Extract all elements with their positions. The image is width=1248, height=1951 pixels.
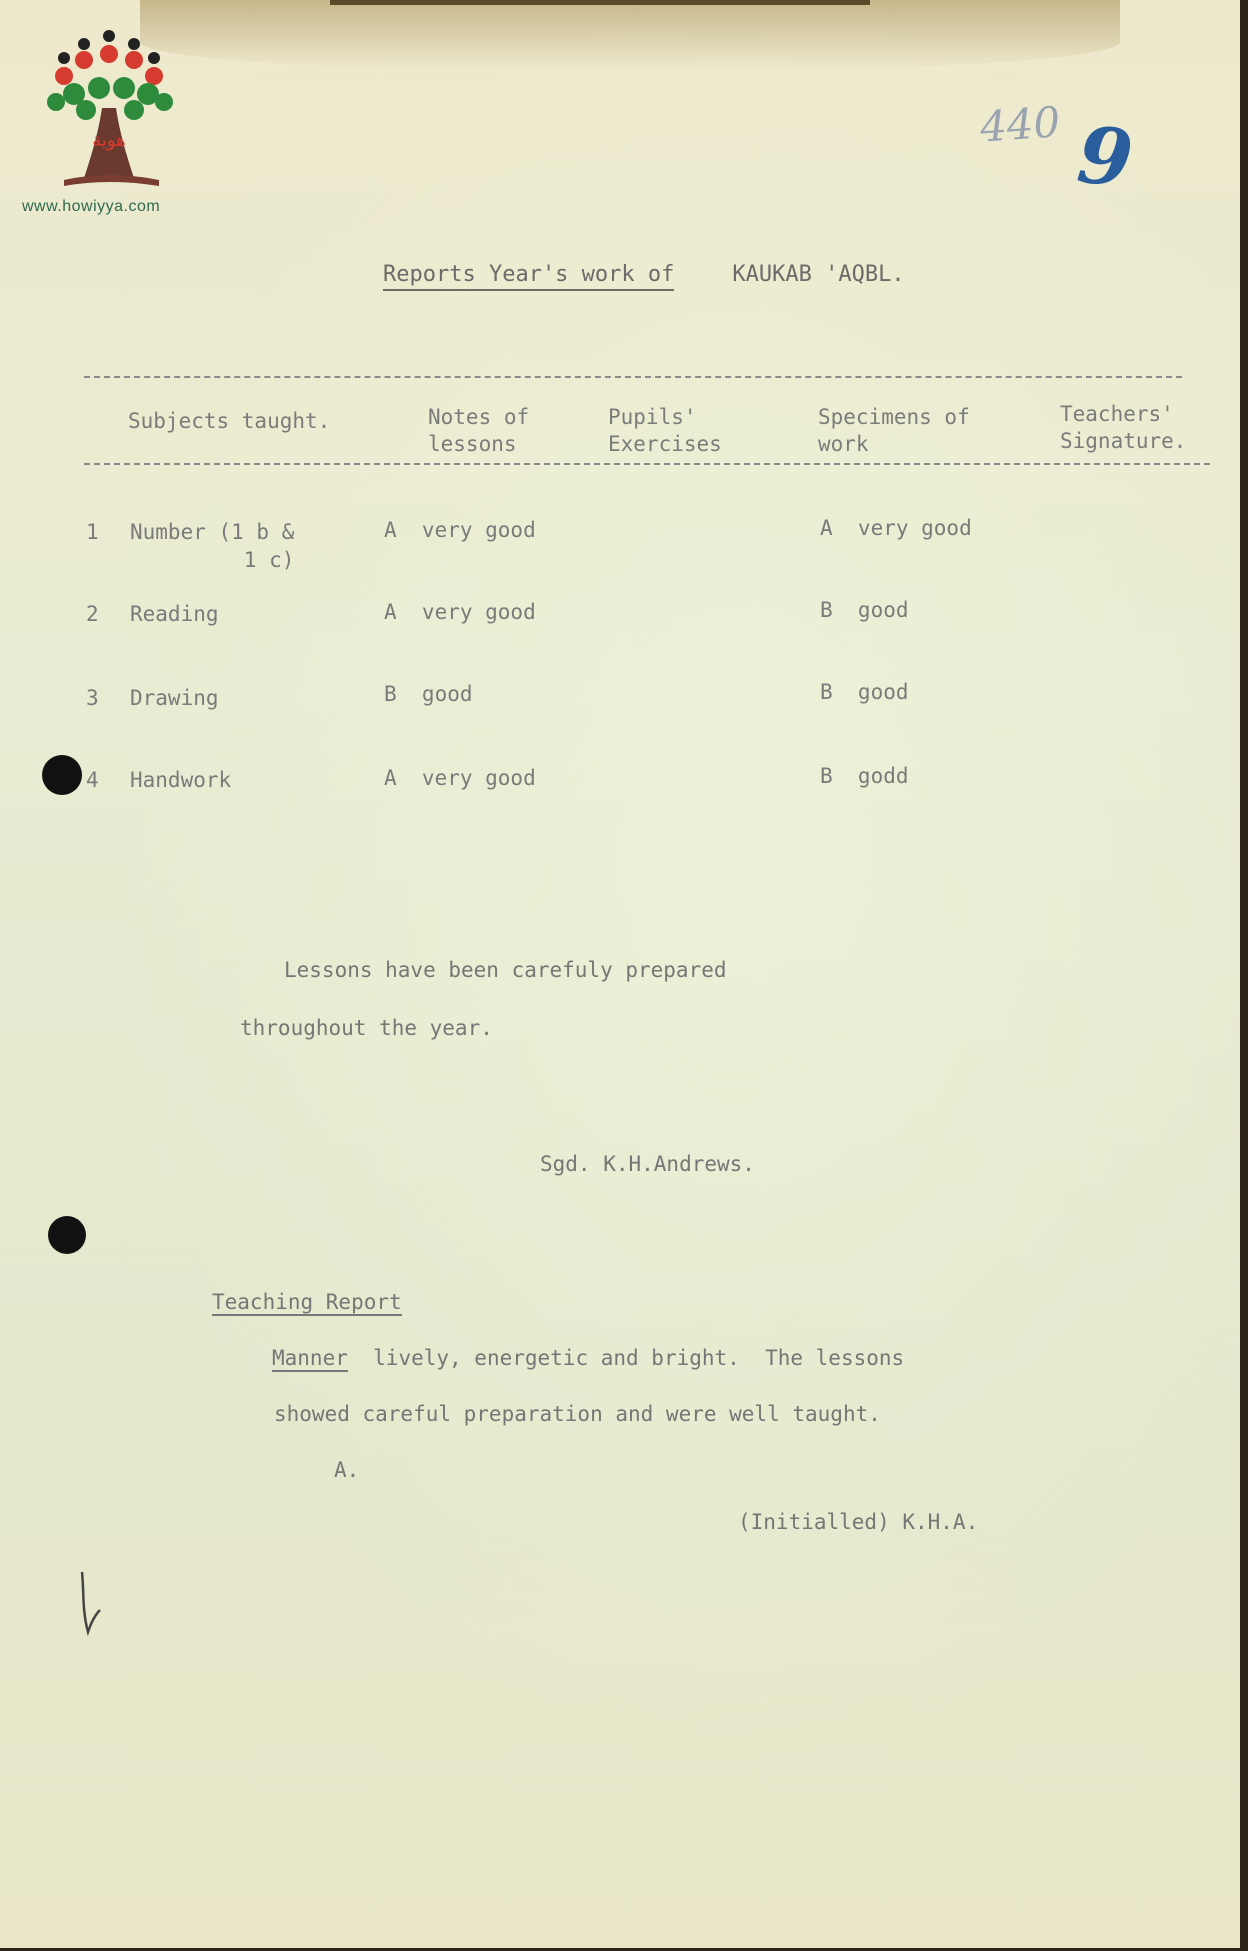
blue-ink-number: 9: [1073, 109, 1137, 206]
row-number: 2: [86, 602, 99, 626]
col-header-subjects: Subjects taught.: [128, 409, 331, 433]
report-line-2: showed careful preparation and were well taught.: [274, 1402, 881, 1426]
row-notes: A very good: [384, 600, 536, 624]
teaching-report-heading: [212, 1290, 402, 1314]
punch-hole: [42, 755, 82, 795]
report-title: [383, 262, 905, 287]
pencil-tick-mark: [74, 1570, 114, 1640]
row-specimens: B godd: [820, 764, 909, 788]
row-number: 1: [86, 520, 99, 544]
col-header-exercises: Pupils' Exercises: [608, 405, 722, 456]
row-number: 3: [86, 686, 99, 710]
row-subject: Handwork: [130, 768, 232, 792]
row-subject: Reading: [130, 602, 219, 626]
row-specimens: A very good: [820, 516, 972, 540]
report-grade: A.: [334, 1458, 360, 1482]
signature: Sgd. K.H.Andrews.: [540, 1152, 755, 1176]
school-name: KAUKAB 'AQBL.: [732, 262, 905, 287]
row-notes: B good: [384, 682, 473, 706]
torn-edge: [330, 0, 870, 5]
pencil-folio-number: 440: [978, 97, 1062, 152]
col-header-notes: Notes of lessons: [428, 405, 530, 456]
remark-line-1: Lessons have been carefuly prepared: [284, 958, 727, 982]
initialled: (Initialled) K.H.A.: [738, 1510, 979, 1534]
row-number: 4: [86, 768, 99, 792]
teaching-report-title: Teaching Report: [212, 1290, 402, 1314]
remark-line-2: throughout the year.: [240, 1016, 493, 1040]
col-header-specimens: Specimens of work: [818, 405, 970, 456]
howiyya-logo: [44, 28, 174, 193]
watermark-site-url: www.howiyya.com: [22, 198, 161, 215]
col-header-signature: Teachers' Signature.: [1060, 402, 1187, 453]
row-notes: A very good: [384, 518, 536, 542]
row-specimens: B good: [820, 680, 909, 704]
manner-line: [272, 1346, 904, 1370]
manner-label: Manner: [272, 1346, 348, 1370]
top-stain: [140, 0, 1120, 70]
title-label: Reports Year's work of: [383, 262, 674, 291]
row-notes: A very good: [384, 766, 536, 790]
punch-hole: [48, 1216, 86, 1254]
row-subject: Number (1 b & 1 c): [130, 520, 295, 572]
manner-text: lively, energetic and bright. The lessons: [373, 1346, 905, 1370]
svg-text:هوية: هوية: [92, 130, 126, 151]
table-top-rule: [84, 376, 1182, 378]
row-specimens: B good: [820, 598, 909, 622]
table-header-rule: [84, 463, 1210, 465]
row-subject: Drawing: [130, 686, 219, 710]
